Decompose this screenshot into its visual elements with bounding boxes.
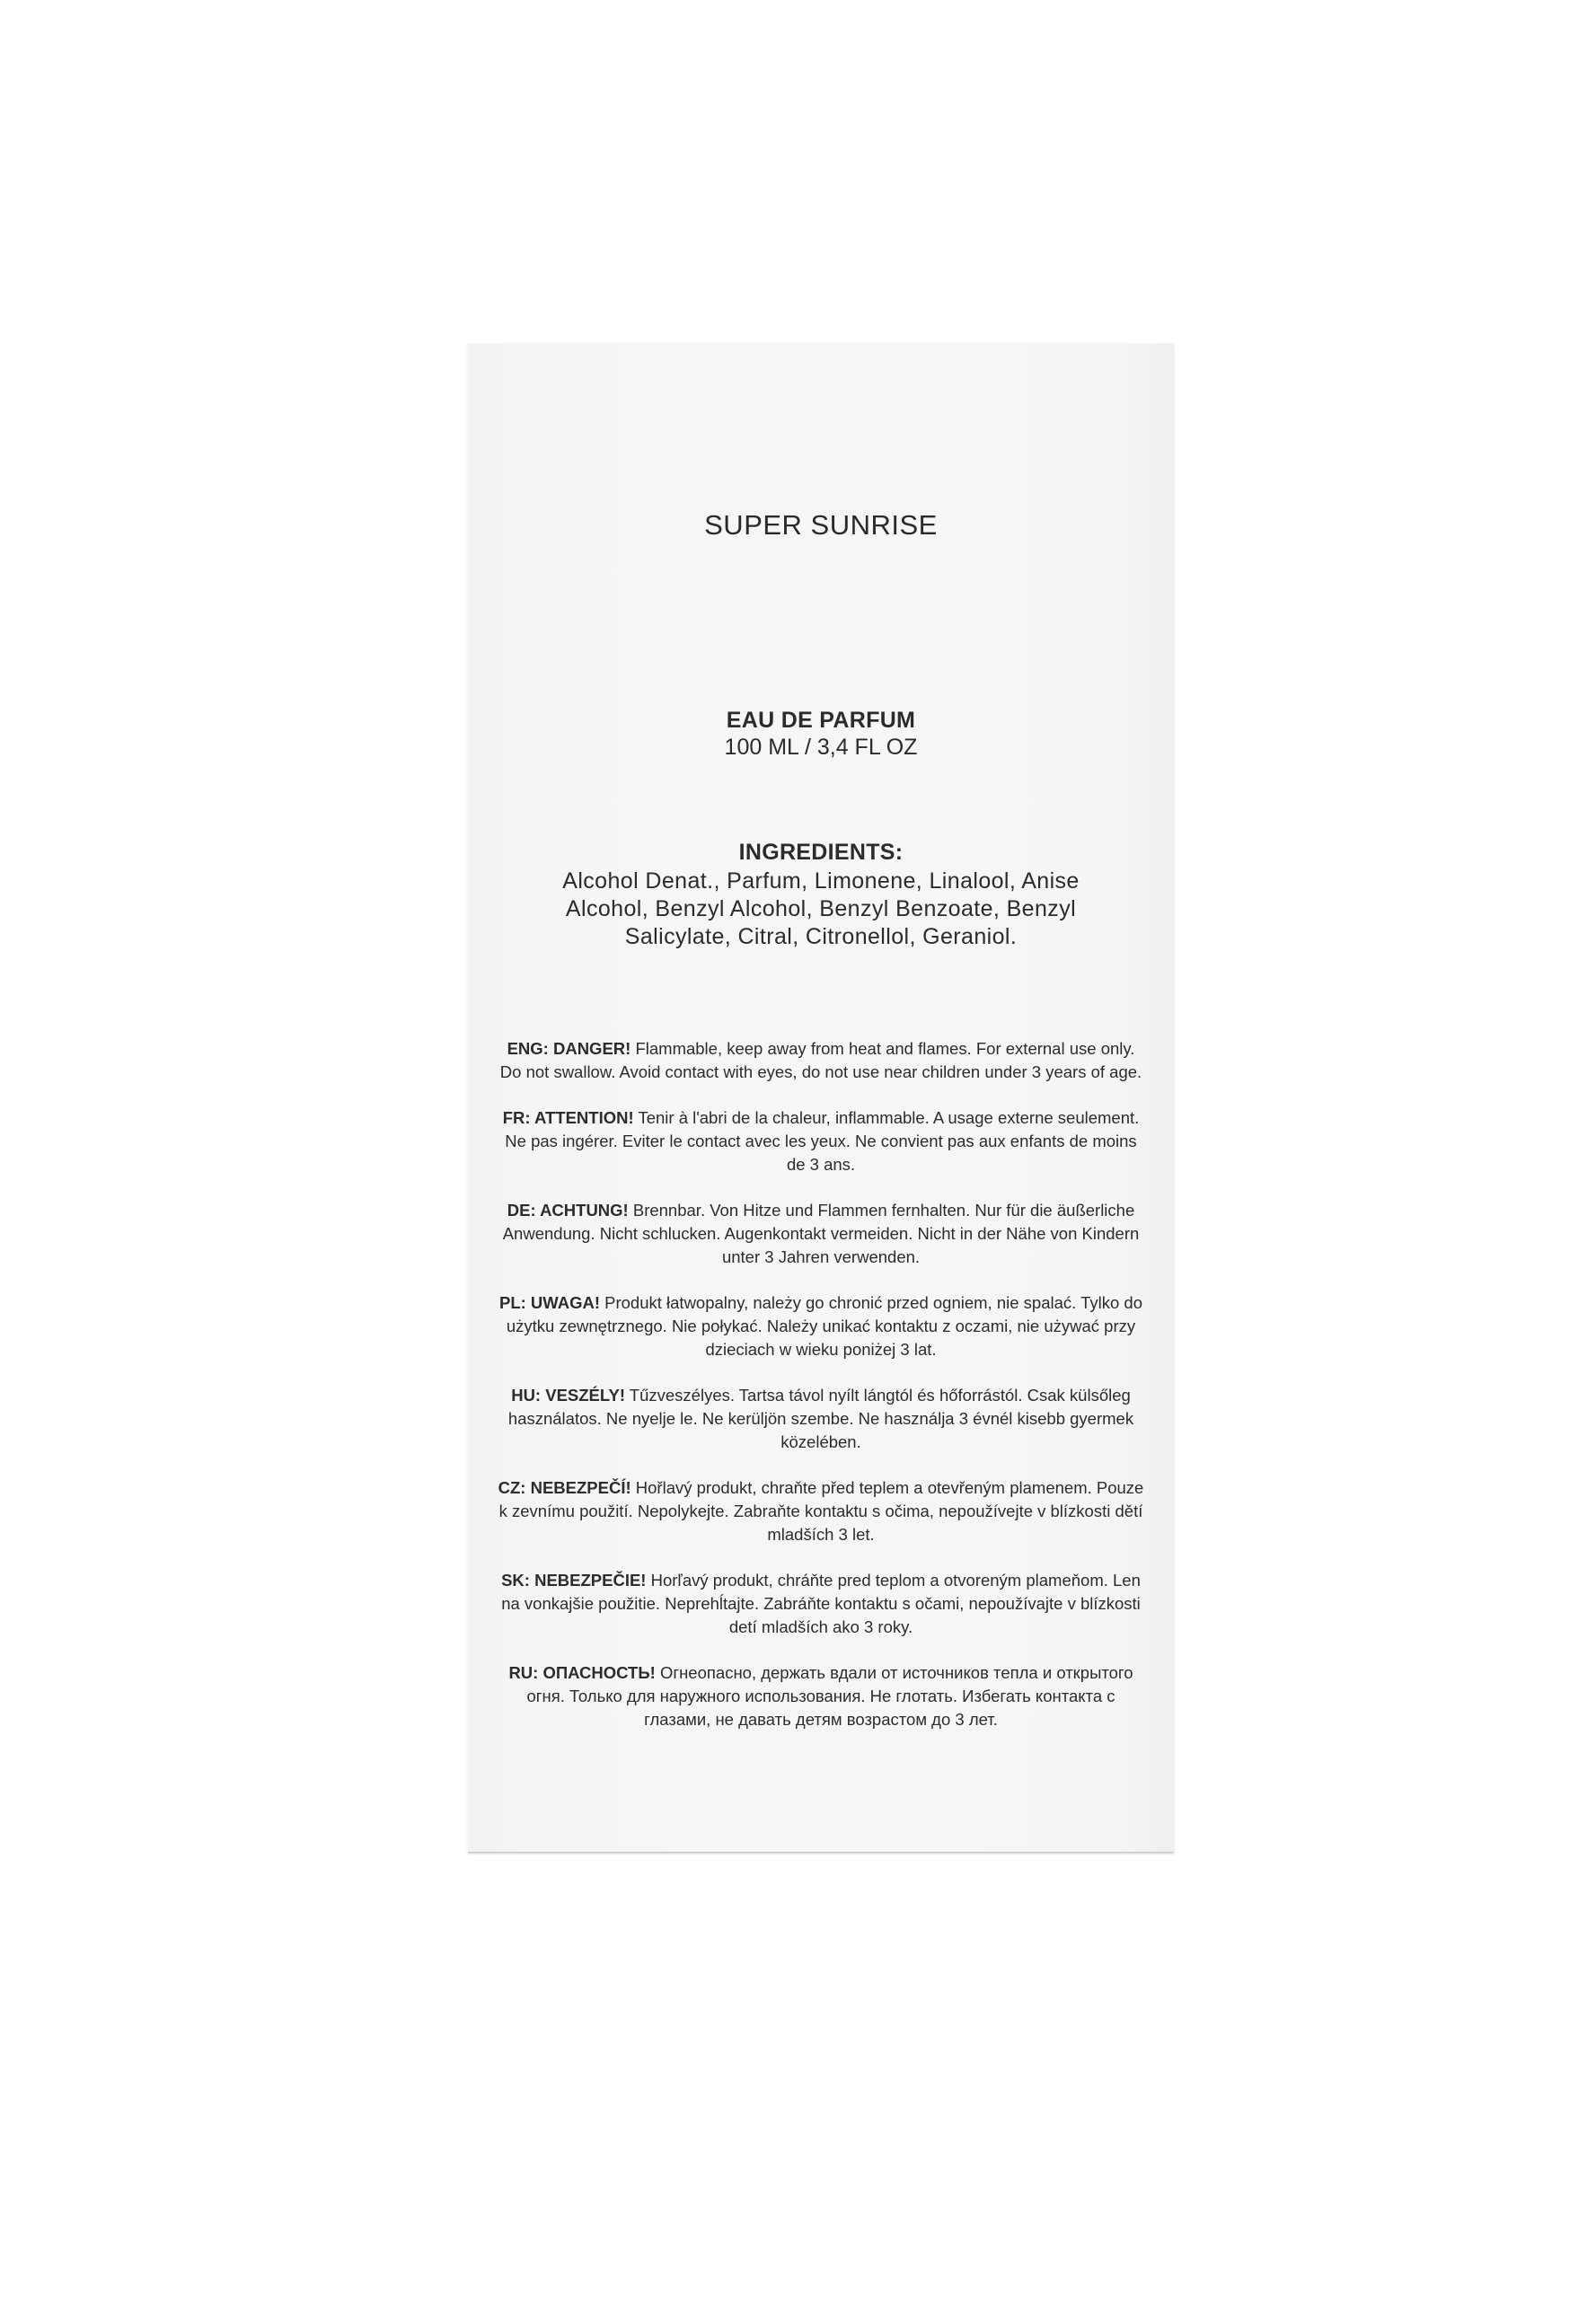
warning-text: Horľavý produkt, chráňte pred teplom a otvoreným plameňom. Len na vonkajšie použitie. Neprehĺtajte. Zabráňte kontaktu s očami, nepoužívajte v blízkosti detí mladších ako 3 roky. bbox=[501, 1571, 1141, 1636]
warning-text: Огнеопасно, держать вдали от источников тепла и открытого огня. Только для наружного использования. Не глотать. Избегать контакта с глазами, не давать детям возрастом до 3 лет. bbox=[526, 1663, 1133, 1729]
warning-label: CZ: NEBEZPEČÍ! bbox=[498, 1478, 631, 1497]
warning-ru bbox=[495, 1661, 1147, 1731]
safety-warnings bbox=[495, 1037, 1147, 1754]
warning-label: SK: NEBEZPEČIE! bbox=[501, 1571, 647, 1590]
warning-text: Flammable, keep away from heat and flames. For external use only. Do not swallow. Avoid contact with eyes, do not use near children under 3 years of age. bbox=[499, 1039, 1142, 1081]
perfume-box-back bbox=[468, 343, 1174, 1852]
product-type: EAU DE PARFUM bbox=[726, 708, 916, 733]
warning-text: Tenir à l'abri de la chaleur, inflammable. A usage externe seulement. Ne pas ingérer. Eviter le contact avec les yeux. Ne convient pas aux enfants de moins de 3 ans. bbox=[505, 1108, 1140, 1174]
warning-cz bbox=[495, 1476, 1147, 1546]
ingredients-heading: INGREDIENTS: bbox=[738, 840, 904, 865]
ingredients-list: Alcohol Denat., Parfum, Limonene, Linalool, Anise Alcohol, Benzyl Alcohol, Benzyl Benzoate, Benzyl Salicylate, Citral, Citronellol, Geraniol. bbox=[562, 868, 1080, 949]
warning-text: Hořlavý produkt, chraňte před teplem a otevřeným plamenem. Pouze k zevnímu použití. Nepolykejte. Zabraňte kontaktu s očima, nepoužívejte v blízkosti dětí mladších 3 let. bbox=[498, 1478, 1144, 1544]
warning-hu bbox=[495, 1384, 1147, 1454]
warning-text: Produkt łatwopalny, należy go chronić przed ogniem, nie spalać. Tylko do użytku zewnętrznego. Nie połykać. Należy unikać kontaktu z oczami, nie używać przy dzieciach w wieku poniżej 3 lat. bbox=[506, 1293, 1142, 1359]
warning-label: FR: ATTENTION! bbox=[502, 1108, 634, 1127]
warning-text: Tűzveszélyes. Tartsa távol nyílt lángtól és hőforrástól. Csak külsőleg használatos. Ne nyelje le. Ne kerüljön szembe. Ne használja 3 évnél kisebb gyermek közelében. bbox=[507, 1386, 1134, 1451]
warning-label: PL: UWAGA! bbox=[498, 1293, 600, 1312]
warning-eng bbox=[495, 1037, 1147, 1084]
warning-label: HU: VESZÉLY! bbox=[511, 1386, 625, 1405]
warning-fr bbox=[495, 1106, 1147, 1176]
warning-text: Brennbar. Von Hitze und Flammen fernhalten. Nur für die äußerliche Anwendung. Nicht schlucken. Augenkontakt vermeiden. Nicht in der Nähe von Kindern unter 3 Jahren verwenden. bbox=[502, 1201, 1140, 1266]
warning-de bbox=[495, 1199, 1147, 1269]
warning-label: DE: ACHTUNG! bbox=[507, 1201, 629, 1220]
product-volume: 100 ML / 3,4 FL OZ bbox=[724, 735, 918, 760]
product-name: SUPER SUNRISE bbox=[704, 509, 938, 541]
warning-sk bbox=[495, 1569, 1147, 1639]
warning-pl bbox=[495, 1291, 1147, 1361]
warning-label: RU: ОПАСНОСТЬ! bbox=[508, 1663, 656, 1682]
warning-label: ENG: DANGER! bbox=[507, 1039, 631, 1058]
